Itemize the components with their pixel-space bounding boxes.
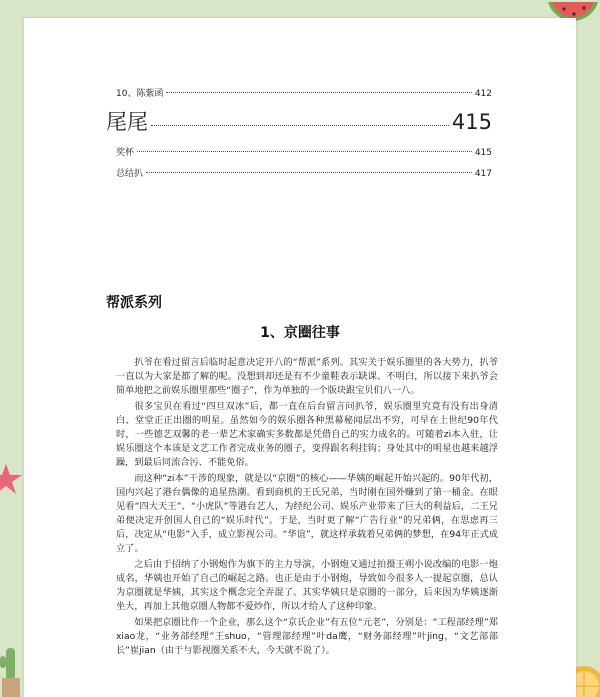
toc-entry-label: 奖杯 (116, 148, 135, 158)
toc-entry-label: 尾尾 (106, 110, 148, 134)
toc-leader-dots (137, 151, 472, 152)
star-icon (0, 462, 26, 496)
toc-leader-dots (166, 92, 471, 93)
paragraph: 很多宝贝在看过“四旦双冰”后，都一直在后台留言问扒爷，娱乐圈里究竟有没有出身清白、堂堂正正出圈的明星。虽然如今的娱乐圈各种黑幕秘闻层出不穷，可早在上世纪90年代时，一些德艺双馨的老一辈艺术家确实多数都是凭借自己的实力成名的。可随着zi本入驻，让娱乐圈这个本该是文艺工作者完成业务的圈子，变得跟名利挂钩；身处其中的明星也越来越浮躁，到最后同流合污、不能免俗。 (116, 401, 498, 468)
toc-entry[interactable] (116, 86, 492, 99)
toc-entry-label: 总结扒 (116, 169, 144, 179)
section-title: 帮派系列 (106, 295, 162, 311)
toc-entry-page: 417 (474, 169, 492, 179)
toc-entry[interactable] (116, 145, 492, 158)
paragraph: 如果把京圈比作一个企业，那么这个“京氏企业”有五位“元老”，分别是：“工程部经理”郑xiao龙，“业务部经理”王shuo，“管理部经理”叶da鹰，“财务部经理”叶jing，“文艺部部长”崔jian（由于与影视圈关系不大，今天就不说了）。 (116, 617, 498, 656)
paragraph: 之后由于招纳了小钢炮作为旗下的主力导演，小钢炮又通过拍摄王朔小说改编的电影一炮成名，华姨也开始了自己的崛起之路。也正是由于小钢炮，导致如今很多人一提起京圈，总认为京圈就是华姨，其实这个概念完全弄混了。其实华姨只是京圈的一部分，后来因为华姨逐渐坐大，再加上其他京圈人物都不爱炒作，所以才给人了这种印象。 (116, 559, 498, 612)
toc-entry[interactable] (116, 166, 492, 179)
toc-entry-page: 415 (474, 148, 492, 158)
paragraph: 而这种“zi本”干涉的现象，就是以“京圈”的核心——华姨的崛起开始兴起的。90年代初，国内兴起了港台偶像的追星热潮。看到商机的王氏兄弟，当时刚在国外赚到了第一桶金。在眼见看“四大天王”、“小虎队”等港台艺人，为经纪公司、娱乐产业带来了巨大的利益后，二王兄弟便决定开创国人自己的“娱乐时代”。于是，当时更了解“广告行业”的兄弟俩，在思虑再三后，决定从“电影”入手，成立影视公司。“华谊”，就这样承载着兄弟俩的梦想，在94年正式成立了。 (116, 473, 498, 554)
toc-entry-label: 10、陈紫函 (116, 89, 164, 99)
toc-leader-dots (146, 172, 472, 173)
toc-leader-dots (151, 125, 449, 126)
body-text (116, 356, 498, 660)
paragraph: 扒爷在看过留言后临时起意决定开八的“帮派”系列。其实关于娱乐圈里的各大势力，扒爷一直以为大家是都了解的呢。没想到却还是有不少童鞋表示缺课、不明白，所以接下来扒爷会简单地把之前娱乐圈里那些“圈子”，作为单独的一个版块跟宝贝们八一八。 (116, 357, 498, 396)
toc-entry-page: 415 (451, 110, 492, 134)
cactus-icon (0, 640, 26, 697)
chapter-title: 1、京圈往事 (260, 325, 340, 341)
toc-entry[interactable] (106, 106, 492, 136)
toc-entry-page: 412 (474, 89, 492, 99)
document-page (24, 18, 576, 697)
